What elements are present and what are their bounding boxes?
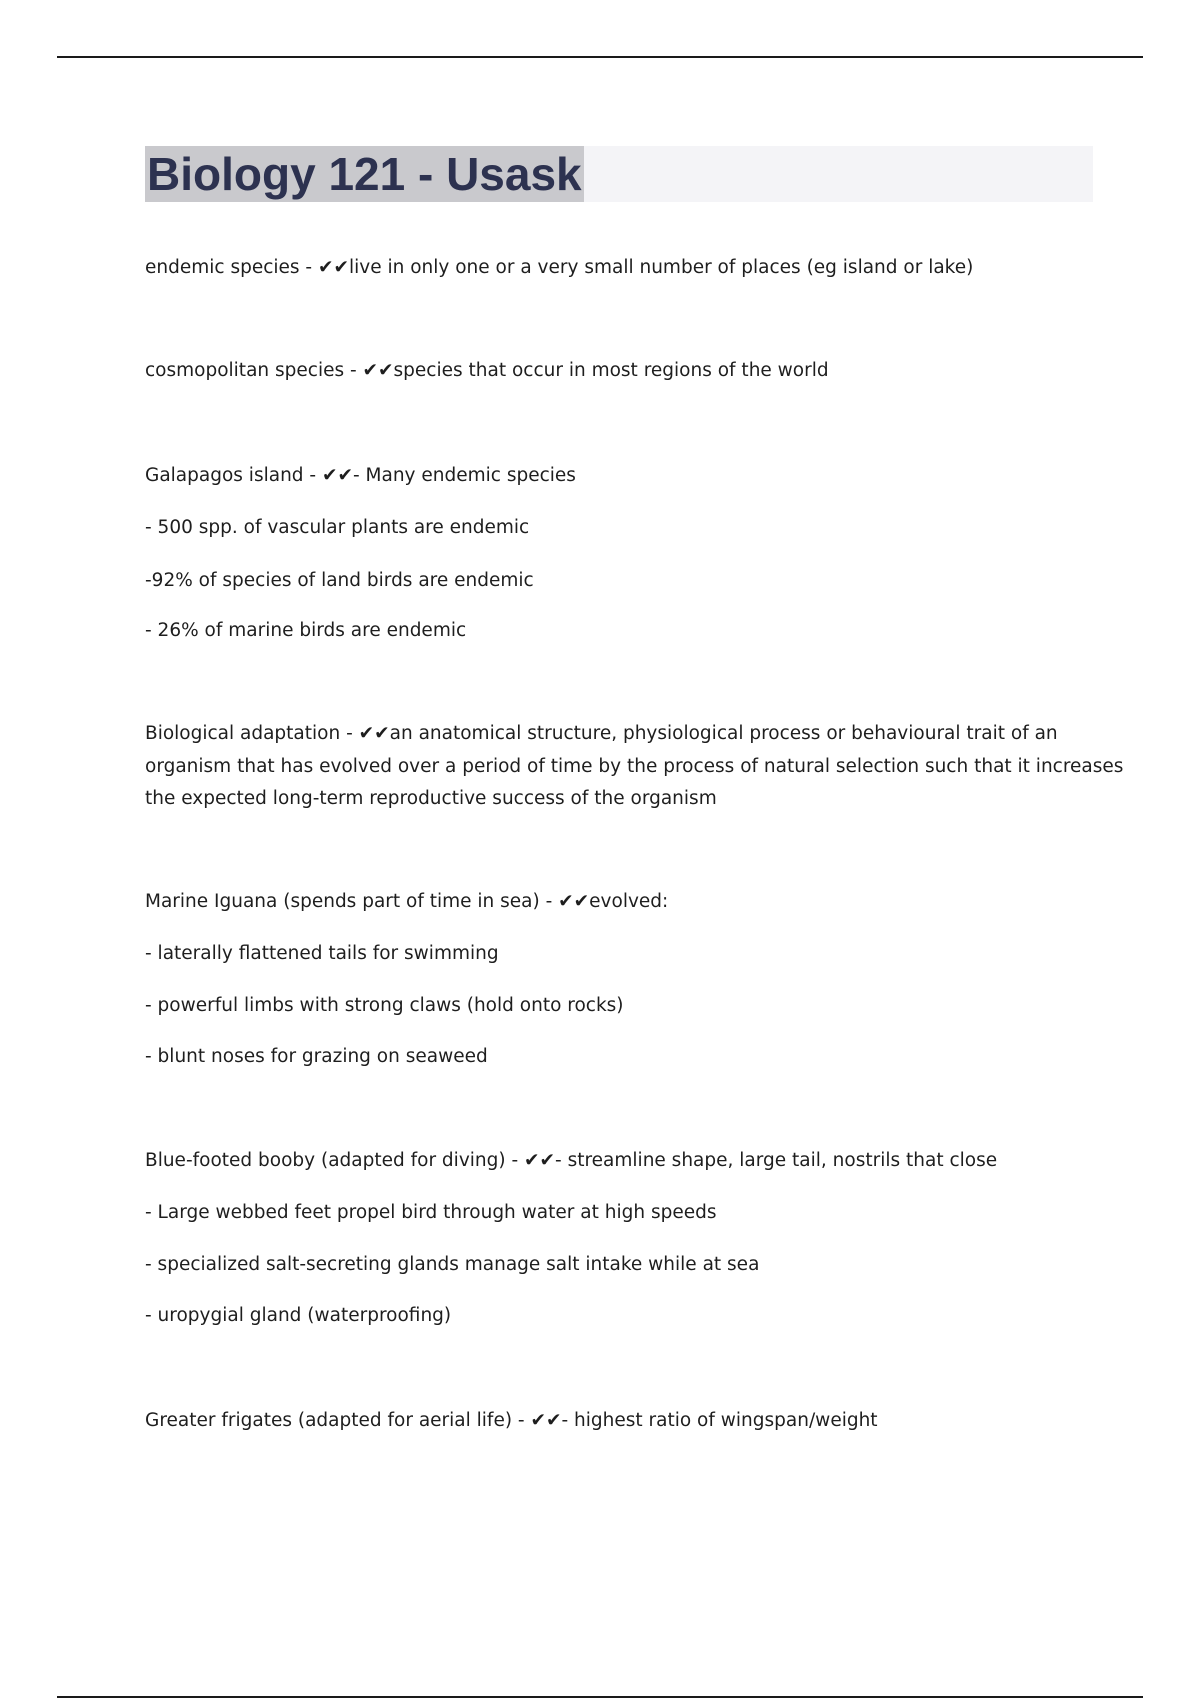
entry-cosmopolitan-species: cosmopolitan species - ✔✔species that occur in most regions of the world (145, 360, 829, 381)
adaptation-line-3: the expected long-term reproductive success of the organism (145, 788, 717, 809)
iguana-detail-2: - powerful limbs with strong claws (hold onto rocks) (145, 995, 624, 1016)
galapagos-detail-3: - 26% of marine birds are endemic (145, 620, 467, 641)
entry-galapagos-island: Galapagos island - ✔✔- Many endemic species (145, 465, 576, 486)
top-rule (57, 56, 1143, 58)
bottom-rule (57, 1696, 1143, 1698)
entry-biological-adaptation (145, 718, 1124, 816)
entry-greater-frigates: Greater frigates (adapted for aerial life) - ✔✔- highest ratio of wingspan/weight (145, 1410, 878, 1431)
galapagos-detail-1: - 500 spp. of vascular plants are endemic (145, 517, 530, 538)
booby-detail-1: - Large webbed feet propel bird through water at high speeds (145, 1202, 717, 1223)
document-title: Biology 121 - Usask (147, 148, 582, 200)
booby-detail-3: - uropygial gland (waterproofing) (145, 1305, 452, 1326)
iguana-detail-1: - laterally flattened tails for swimming (145, 943, 499, 964)
galapagos-detail-2: -92% of species of land birds are endemic (145, 570, 534, 591)
entry-blue-footed-booby: Blue-footed booby (adapted for diving) - ✔✔- streamline shape, large tail, nostrils that close (145, 1150, 998, 1171)
booby-detail-2: - specialized salt-secreting glands manage salt intake while at sea (145, 1254, 760, 1275)
entry-marine-iguana: Marine Iguana (spends part of time in sea) - ✔✔evolved: (145, 891, 669, 912)
adaptation-line-2: organism that has evolved over a period of time by the process of natural selection such that it increases (145, 755, 1124, 777)
adaptation-line-1: Biological adaptation - ✔✔an anatomical structure, physiological process or behavioural trait of an (145, 723, 1058, 744)
iguana-detail-3: - blunt noses for grazing on seaweed (145, 1046, 488, 1067)
entry-endemic-species: endemic species - ✔✔live in only one or a very small number of places (eg island or lake) (145, 257, 974, 278)
